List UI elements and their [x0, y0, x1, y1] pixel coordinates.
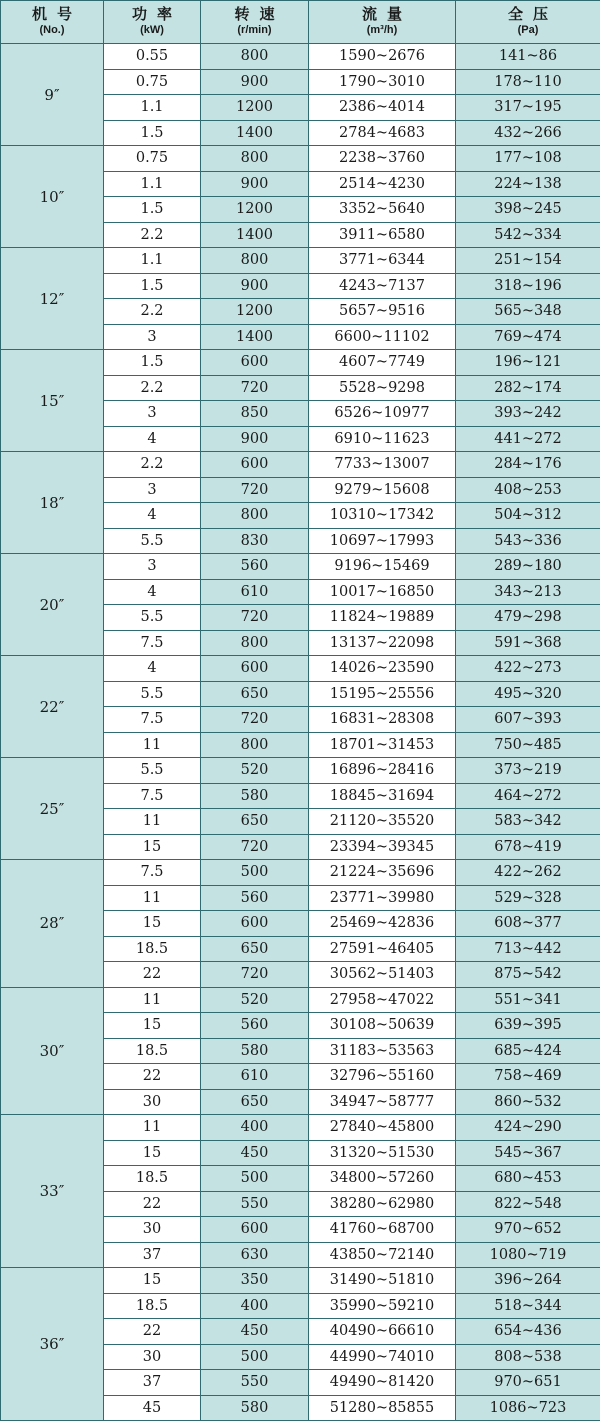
speed-cell: 600: [201, 1217, 309, 1243]
pressure-cell: 464~272: [456, 783, 600, 809]
speed-cell: 610: [201, 579, 309, 605]
flow-cell: 18845~31694: [309, 783, 456, 809]
flow-cell: 41760~68700: [309, 1217, 456, 1243]
flow-cell: 15195~25556: [309, 681, 456, 707]
flow-cell: 2784~4683: [309, 120, 456, 146]
speed-cell: 450: [201, 1319, 309, 1345]
pressure-cell: 551~341: [456, 987, 600, 1013]
header-model: 机号 (No.): [1, 1, 104, 44]
pressure-cell: 441~272: [456, 426, 600, 452]
pressure-cell: 343~213: [456, 579, 600, 605]
power-cell: 45: [104, 1395, 201, 1421]
flow-cell: 27958~47022: [309, 987, 456, 1013]
speed-cell: 610: [201, 1064, 309, 1090]
speed-cell: 800: [201, 44, 309, 70]
speed-cell: 600: [201, 350, 309, 376]
pressure-cell: 504~312: [456, 503, 600, 529]
power-cell: 7.5: [104, 860, 201, 886]
power-cell: 18.5: [104, 1166, 201, 1192]
speed-cell: 500: [201, 1344, 309, 1370]
header-power: 功率 (kW): [104, 1, 201, 44]
pressure-cell: 317~195: [456, 95, 600, 121]
pressure-cell: 373~219: [456, 758, 600, 784]
flow-cell: 32796~55160: [309, 1064, 456, 1090]
flow-cell: 21120~35520: [309, 809, 456, 835]
speed-cell: 350: [201, 1268, 309, 1294]
speed-cell: 600: [201, 911, 309, 937]
speed-cell: 630: [201, 1242, 309, 1268]
flow-cell: 6910~11623: [309, 426, 456, 452]
flow-cell: 27591~46405: [309, 936, 456, 962]
power-cell: 7.5: [104, 630, 201, 656]
speed-cell: 830: [201, 528, 309, 554]
pressure-cell: 1086~723: [456, 1395, 600, 1421]
power-cell: 1.5: [104, 350, 201, 376]
power-cell: 1.5: [104, 120, 201, 146]
speed-cell: 900: [201, 273, 309, 299]
pressure-cell: 875~542: [456, 962, 600, 988]
flow-cell: 21224~35696: [309, 860, 456, 886]
speed-cell: 720: [201, 962, 309, 988]
flow-cell: 34947~58777: [309, 1089, 456, 1115]
flow-cell: 27840~45800: [309, 1115, 456, 1141]
table-row: [1, 1115, 600, 1141]
pressure-cell: 393~242: [456, 401, 600, 427]
power-cell: 22: [104, 962, 201, 988]
model-cell: 9″: [1, 44, 104, 146]
flow-cell: 10310~17342: [309, 503, 456, 529]
model-cell: 12″: [1, 248, 104, 350]
speed-cell: 650: [201, 809, 309, 835]
flow-cell: 34800~57260: [309, 1166, 456, 1192]
pressure-cell: 224~138: [456, 171, 600, 197]
flow-cell: 2514~4230: [309, 171, 456, 197]
speed-cell: 600: [201, 452, 309, 478]
speed-cell: 1200: [201, 299, 309, 325]
speed-cell: 400: [201, 1115, 309, 1141]
power-cell: 4: [104, 426, 201, 452]
pressure-cell: 545~367: [456, 1140, 600, 1166]
table-row: [1, 248, 600, 274]
power-cell: 11: [104, 1115, 201, 1141]
pressure-cell: 678~419: [456, 834, 600, 860]
pressure-cell: 396~264: [456, 1268, 600, 1294]
power-cell: 18.5: [104, 1038, 201, 1064]
pressure-cell: 822~548: [456, 1191, 600, 1217]
speed-cell: 800: [201, 248, 309, 274]
flow-cell: 23394~39345: [309, 834, 456, 860]
model-cell: 36″: [1, 1268, 104, 1421]
flow-cell: 11824~19889: [309, 605, 456, 631]
speed-cell: 800: [201, 630, 309, 656]
power-cell: 37: [104, 1242, 201, 1268]
power-cell: 15: [104, 1140, 201, 1166]
power-cell: 2.2: [104, 452, 201, 478]
speed-cell: 1200: [201, 197, 309, 223]
flow-cell: 16831~28308: [309, 707, 456, 733]
model-cell: 15″: [1, 350, 104, 452]
pressure-cell: 432~266: [456, 120, 600, 146]
flow-cell: 1790~3010: [309, 69, 456, 95]
power-cell: 2.2: [104, 375, 201, 401]
power-cell: 3: [104, 477, 201, 503]
speed-cell: 1200: [201, 95, 309, 121]
table-row: [1, 44, 600, 70]
power-cell: 0.55: [104, 44, 201, 70]
pressure-cell: 479~298: [456, 605, 600, 631]
power-cell: 0.75: [104, 69, 201, 95]
speed-cell: 900: [201, 426, 309, 452]
speed-cell: 520: [201, 987, 309, 1013]
speed-cell: 1400: [201, 324, 309, 350]
table-row: [1, 860, 600, 886]
pressure-cell: 141~86: [456, 44, 600, 70]
pressure-cell: 422~262: [456, 860, 600, 886]
power-cell: 7.5: [104, 783, 201, 809]
flow-cell: 16896~28416: [309, 758, 456, 784]
speed-cell: 520: [201, 758, 309, 784]
flow-cell: 6600~11102: [309, 324, 456, 350]
power-cell: 11: [104, 885, 201, 911]
pressure-cell: 289~180: [456, 554, 600, 580]
flow-cell: 18701~31453: [309, 732, 456, 758]
pressure-cell: 282~174: [456, 375, 600, 401]
model-cell: 20″: [1, 554, 104, 656]
pressure-cell: 860~532: [456, 1089, 600, 1115]
header-speed: 转速 (r/min): [201, 1, 309, 44]
speed-cell: 560: [201, 1013, 309, 1039]
pressure-cell: 251~154: [456, 248, 600, 274]
speed-cell: 720: [201, 375, 309, 401]
flow-cell: 9196~15469: [309, 554, 456, 580]
power-cell: 1.1: [104, 171, 201, 197]
power-cell: 11: [104, 732, 201, 758]
pressure-cell: 769~474: [456, 324, 600, 350]
pressure-cell: 565~348: [456, 299, 600, 325]
flow-cell: 35990~59210: [309, 1293, 456, 1319]
speed-cell: 720: [201, 477, 309, 503]
power-cell: 2.2: [104, 222, 201, 248]
flow-cell: 38280~62980: [309, 1191, 456, 1217]
pressure-cell: 608~377: [456, 911, 600, 937]
power-cell: 22: [104, 1191, 201, 1217]
speed-cell: 800: [201, 503, 309, 529]
pressure-cell: 1080~719: [456, 1242, 600, 1268]
power-cell: 3: [104, 554, 201, 580]
speed-cell: 580: [201, 1395, 309, 1421]
speed-cell: 500: [201, 1166, 309, 1192]
power-cell: 30: [104, 1089, 201, 1115]
pressure-cell: 713~442: [456, 936, 600, 962]
power-cell: 18.5: [104, 936, 201, 962]
flow-cell: 31490~51810: [309, 1268, 456, 1294]
flow-cell: 10697~17993: [309, 528, 456, 554]
speed-cell: 450: [201, 1140, 309, 1166]
pressure-cell: 529~328: [456, 885, 600, 911]
flow-cell: 5528~9298: [309, 375, 456, 401]
speed-cell: 600: [201, 656, 309, 682]
speed-cell: 650: [201, 936, 309, 962]
speed-cell: 560: [201, 554, 309, 580]
model-cell: 22″: [1, 656, 104, 758]
power-cell: 5.5: [104, 758, 201, 784]
flow-cell: 3911~6580: [309, 222, 456, 248]
speed-cell: 1400: [201, 120, 309, 146]
power-cell: 15: [104, 1268, 201, 1294]
flow-cell: 6526~10977: [309, 401, 456, 427]
flow-cell: 7733~13007: [309, 452, 456, 478]
pressure-cell: 495~320: [456, 681, 600, 707]
model-cell: 33″: [1, 1115, 104, 1268]
pressure-cell: 284~176: [456, 452, 600, 478]
pressure-cell: 398~245: [456, 197, 600, 223]
model-cell: 30″: [1, 987, 104, 1115]
flow-cell: 1590~2676: [309, 44, 456, 70]
power-cell: 5.5: [104, 681, 201, 707]
pressure-cell: 680~453: [456, 1166, 600, 1192]
pressure-cell: 518~344: [456, 1293, 600, 1319]
flow-cell: 10017~16850: [309, 579, 456, 605]
speed-cell: 550: [201, 1370, 309, 1396]
flow-cell: 25469~42836: [309, 911, 456, 937]
power-cell: 4: [104, 579, 201, 605]
power-cell: 3: [104, 324, 201, 350]
header-pressure: 全压 (Pa): [456, 1, 600, 44]
flow-cell: 30108~50639: [309, 1013, 456, 1039]
table-row: [1, 350, 600, 376]
model-cell: 25″: [1, 758, 104, 860]
table-row: [1, 987, 600, 1013]
pressure-cell: 639~395: [456, 1013, 600, 1039]
speed-cell: 650: [201, 681, 309, 707]
pressure-cell: 808~538: [456, 1344, 600, 1370]
pressure-cell: 970~652: [456, 1217, 600, 1243]
pressure-cell: 422~273: [456, 656, 600, 682]
flow-cell: 4243~7137: [309, 273, 456, 299]
pressure-cell: 542~334: [456, 222, 600, 248]
table-row: [1, 452, 600, 478]
power-cell: 15: [104, 1013, 201, 1039]
power-cell: 18.5: [104, 1293, 201, 1319]
speed-cell: 800: [201, 732, 309, 758]
flow-cell: 44990~74010: [309, 1344, 456, 1370]
power-cell: 4: [104, 656, 201, 682]
power-cell: 15: [104, 834, 201, 860]
power-cell: 1.1: [104, 95, 201, 121]
speed-cell: 500: [201, 860, 309, 886]
power-cell: 30: [104, 1344, 201, 1370]
speed-cell: 580: [201, 783, 309, 809]
pressure-cell: 583~342: [456, 809, 600, 835]
power-cell: 22: [104, 1064, 201, 1090]
power-cell: 2.2: [104, 299, 201, 325]
model-cell: 10″: [1, 146, 104, 248]
power-cell: 7.5: [104, 707, 201, 733]
pressure-cell: 607~393: [456, 707, 600, 733]
flow-cell: 5657~9516: [309, 299, 456, 325]
flow-cell: 30562~51403: [309, 962, 456, 988]
pressure-cell: 543~336: [456, 528, 600, 554]
power-cell: 37: [104, 1370, 201, 1396]
header-flow: 流量 (m³/h): [309, 1, 456, 44]
flow-cell: 40490~66610: [309, 1319, 456, 1345]
flow-cell: 3352~5640: [309, 197, 456, 223]
speed-cell: 900: [201, 69, 309, 95]
flow-cell: 9279~15608: [309, 477, 456, 503]
flow-cell: 31183~53563: [309, 1038, 456, 1064]
flow-cell: 23771~39980: [309, 885, 456, 911]
table-row: [1, 758, 600, 784]
power-cell: 11: [104, 987, 201, 1013]
pressure-cell: 750~485: [456, 732, 600, 758]
power-cell: 15: [104, 911, 201, 937]
pressure-cell: 318~196: [456, 273, 600, 299]
power-cell: 1.1: [104, 248, 201, 274]
speed-cell: 550: [201, 1191, 309, 1217]
flow-cell: 2386~4014: [309, 95, 456, 121]
table-row: [1, 1268, 600, 1294]
flow-cell: 14026~23590: [309, 656, 456, 682]
speed-cell: 720: [201, 707, 309, 733]
speed-cell: 1400: [201, 222, 309, 248]
flow-cell: 49490~81420: [309, 1370, 456, 1396]
power-cell: 3: [104, 401, 201, 427]
power-cell: 4: [104, 503, 201, 529]
table-row: [1, 554, 600, 580]
flow-cell: 3771~6344: [309, 248, 456, 274]
flow-cell: 51280~85855: [309, 1395, 456, 1421]
pressure-cell: 424~290: [456, 1115, 600, 1141]
power-cell: 1.5: [104, 273, 201, 299]
model-cell: 28″: [1, 860, 104, 988]
pressure-cell: 408~253: [456, 477, 600, 503]
speed-cell: 720: [201, 605, 309, 631]
speed-cell: 400: [201, 1293, 309, 1319]
power-cell: 11: [104, 809, 201, 835]
pressure-cell: 654~436: [456, 1319, 600, 1345]
speed-cell: 650: [201, 1089, 309, 1115]
power-cell: 1.5: [104, 197, 201, 223]
speed-cell: 580: [201, 1038, 309, 1064]
flow-cell: 2238~3760: [309, 146, 456, 172]
model-cell: 18″: [1, 452, 104, 554]
speed-cell: 560: [201, 885, 309, 911]
speed-cell: 720: [201, 834, 309, 860]
speed-cell: 850: [201, 401, 309, 427]
power-cell: 5.5: [104, 605, 201, 631]
flow-cell: 4607~7749: [309, 350, 456, 376]
pressure-cell: 177~108: [456, 146, 600, 172]
flow-cell: 43850~72140: [309, 1242, 456, 1268]
pressure-cell: 758~469: [456, 1064, 600, 1090]
table-row: [1, 146, 600, 172]
pressure-cell: 970~651: [456, 1370, 600, 1396]
power-cell: 30: [104, 1217, 201, 1243]
power-cell: 0.75: [104, 146, 201, 172]
pressure-cell: 685~424: [456, 1038, 600, 1064]
speed-cell: 800: [201, 146, 309, 172]
power-cell: 5.5: [104, 528, 201, 554]
power-cell: 22: [104, 1319, 201, 1345]
speed-cell: 900: [201, 171, 309, 197]
pressure-cell: 591~368: [456, 630, 600, 656]
pressure-cell: 196~121: [456, 350, 600, 376]
flow-cell: 31320~51530: [309, 1140, 456, 1166]
header-row: [1, 1, 600, 44]
table-body: [1, 44, 600, 1421]
flow-cell: 13137~22098: [309, 630, 456, 656]
pressure-cell: 178~110: [456, 69, 600, 95]
table-row: [1, 656, 600, 682]
